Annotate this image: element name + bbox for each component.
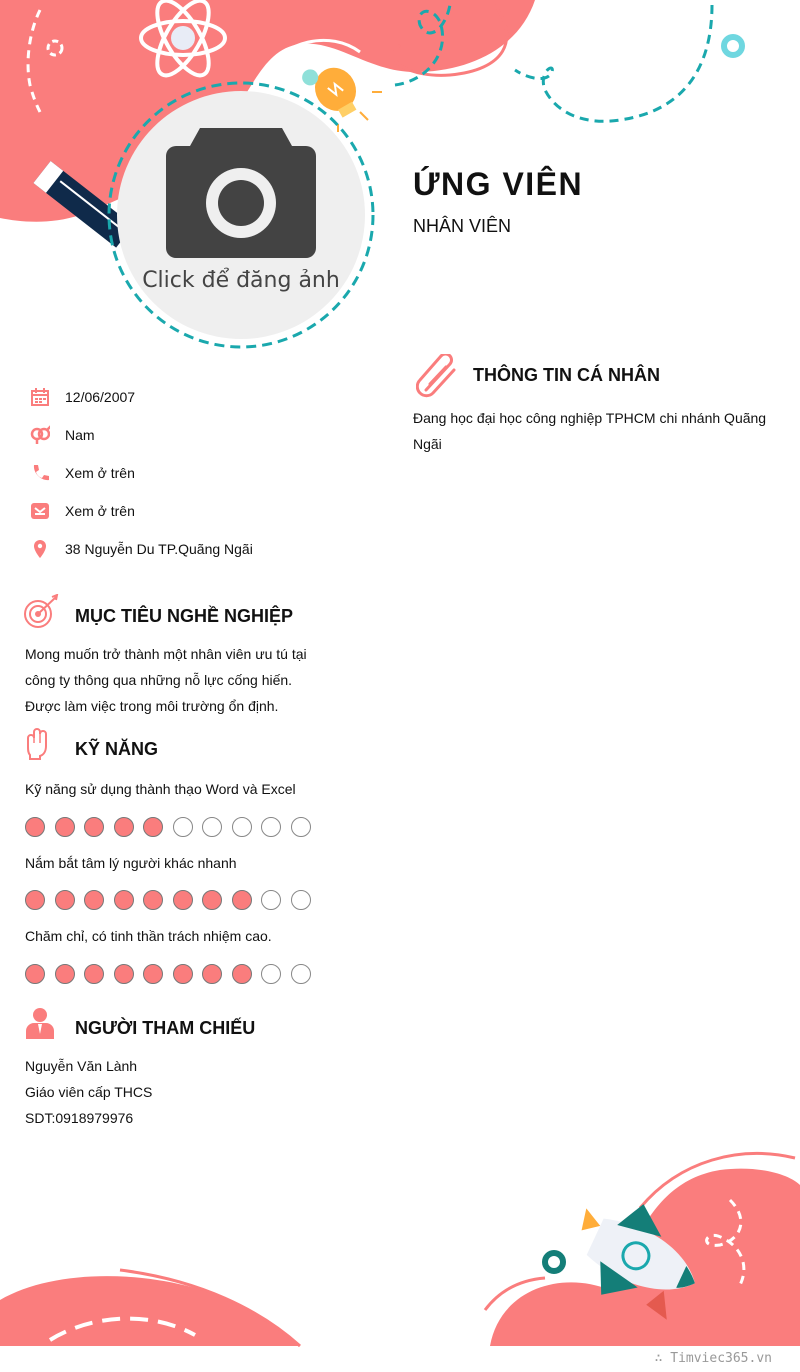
rating-dot-filled <box>25 964 45 984</box>
rating-dot-filled <box>173 890 193 910</box>
skill-rating <box>25 964 311 984</box>
watermark: ∴ Timviec365.vn <box>654 1351 772 1366</box>
contact-email <box>30 499 135 523</box>
rating-dot-empty <box>291 890 311 910</box>
contact-dob <box>30 385 135 409</box>
rating-dot-empty <box>261 817 281 837</box>
rating-dot-empty <box>202 817 222 837</box>
raised-fist-icon <box>25 728 49 760</box>
email-value: Xem ở trên <box>65 503 135 519</box>
personal-info-title: THÔNG TIN CÁ NHÂN <box>473 365 660 385</box>
upload-photo-label[interactable]: Click để đăng ảnh <box>142 268 340 293</box>
rating-dot-empty <box>261 890 281 910</box>
rating-dot-filled <box>202 890 222 910</box>
gender-value: Nam <box>65 427 95 443</box>
objective-line: Được làm việc trong môi trường ổn định. <box>25 698 279 714</box>
personal-info-text: Đang học đại học công nghiệp TPHCM chi nhánh Quãng Ngãi <box>413 410 767 452</box>
objective-line: công ty thông qua những nỗ lực cống hiến. <box>25 672 293 688</box>
rating-dot-filled <box>84 817 104 837</box>
candidate-position: NHÂN VIÊN <box>413 216 512 236</box>
rating-dot-filled <box>143 817 163 837</box>
rating-dot-empty <box>261 964 281 984</box>
skill-name: Nắm bắt tâm lý người khác nhanh <box>25 855 237 871</box>
calendar-icon <box>30 387 50 407</box>
rating-dot-filled <box>114 817 134 837</box>
candidate-name: ỨNG VIÊN <box>413 166 584 202</box>
dob-value: 12/06/2007 <box>65 389 136 405</box>
objective-title: MỤC TIÊU NGHỀ NGHIỆP <box>75 606 294 626</box>
objective-line: Mong muốn trở thành một nhân viên ưu tú tại <box>25 646 307 662</box>
rating-dot-filled <box>173 964 193 984</box>
references-text <box>25 1053 325 1131</box>
footer-decoration <box>0 1140 800 1350</box>
header-decoration <box>0 0 800 360</box>
rating-dot-filled <box>232 890 252 910</box>
email-icon <box>30 501 50 521</box>
camera-icon[interactable] <box>166 128 316 258</box>
rating-dot-filled <box>114 964 134 984</box>
rating-dot-empty <box>291 817 311 837</box>
address-value: 38 Nguyễn Du TP.Quãng Ngãi <box>65 541 253 557</box>
person-icon <box>25 1007 55 1039</box>
skill-rating <box>25 890 311 910</box>
contact-gender <box>30 423 95 447</box>
rating-dot-filled <box>143 890 163 910</box>
rating-dot-filled <box>84 890 104 910</box>
rating-dot-empty <box>173 817 193 837</box>
skill-rating <box>25 817 311 837</box>
rating-dot-empty <box>232 817 252 837</box>
rating-dot-filled <box>232 964 252 984</box>
rating-dot-filled <box>25 817 45 837</box>
rating-dot-filled <box>84 964 104 984</box>
gender-icon <box>30 425 50 445</box>
phone-value: Xem ở trên <box>65 465 135 481</box>
reference-line: Giáo viên cấp THCS <box>25 1084 153 1100</box>
rating-dot-empty <box>291 964 311 984</box>
paperclip-icon <box>416 354 460 398</box>
reference-line: Nguyễn Văn Lành <box>25 1058 138 1074</box>
skill-name: Kỹ năng sử dụng thành thạo Word và Excel <box>25 781 296 797</box>
reference-line: SDT:0918979976 <box>25 1110 134 1126</box>
contact-phone <box>30 461 135 485</box>
objective-text <box>25 641 335 719</box>
rating-dot-filled <box>202 964 222 984</box>
rating-dot-filled <box>55 890 75 910</box>
references-title: NGƯỜI THAM CHIẾU <box>75 1018 256 1038</box>
rating-dot-filled <box>25 890 45 910</box>
contact-address <box>30 537 253 561</box>
target-icon <box>22 594 62 630</box>
skill-name: Chăm chỉ, có tinh thần trách nhiệm cao. <box>25 928 272 944</box>
rating-dot-filled <box>55 817 75 837</box>
rating-dot-filled <box>143 964 163 984</box>
rating-dot-filled <box>114 890 134 910</box>
skills-title: KỸ NĂNG <box>75 739 159 759</box>
location-pin-icon <box>30 539 50 559</box>
phone-icon <box>30 463 50 483</box>
rating-dot-filled <box>55 964 75 984</box>
